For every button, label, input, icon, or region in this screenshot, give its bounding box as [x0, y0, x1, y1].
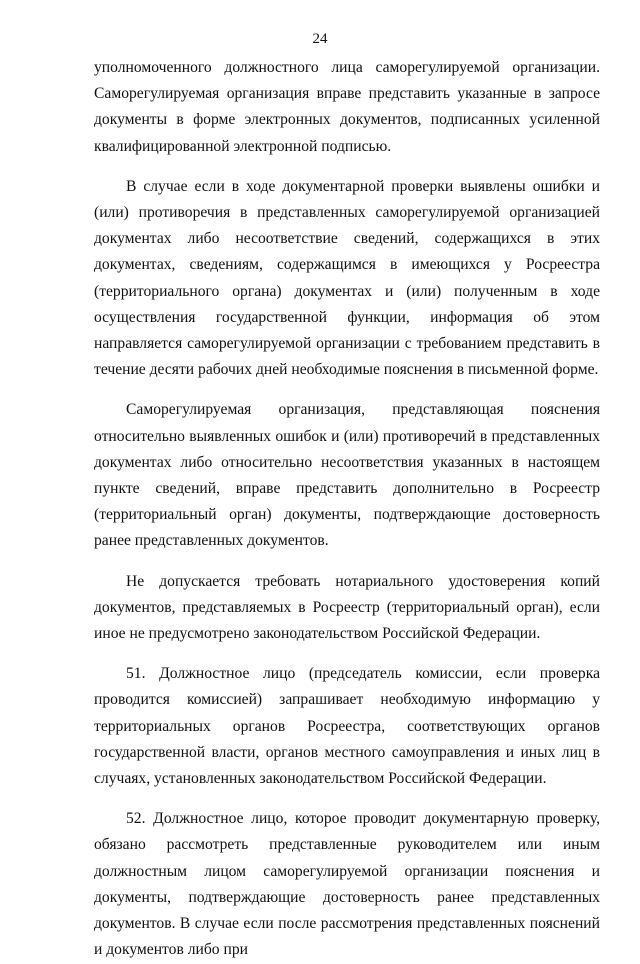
paragraph-errors-found: В случае если в ходе документарной проверки выявлены ошибки и (или) противоречия в представленных саморегулируемой организацией документах либо несоответствие сведений, содержащихся в этих документах, сведениям, содержащимся в имеющихся у Росреестра (территориального органа) документах и (или) полученным в ходе осуществления государственной функции, информация об этом направляется саморегулируемой организации с требованием представить в течение десяти рабочих дней необходимые пояснения в письменной форме. [94, 177, 600, 379]
paragraph-item-52: 52. Должностное лицо, которое проводит документарную проверку, обязано рассмотреть представленные руководителем или иным должностным лицом саморегулируемой организации пояснения и документы, подтверждающие достоверность ранее представленных документов. В случае если после рассмотрения представленных пояснений и документов либо при [94, 810, 600, 959]
paragraph-continuation: уполномоченного должностного лица саморегулируемой организации. Саморегулируемая организация вправе представить указанные в запросе документы в форме электронных документов, подписанных усиленной квалифицированной электронной подписью. [94, 59, 600, 155]
document-body [94, 55, 600, 964]
paragraph-item-51: 51. Должностное лицо (председатель комиссии, если проверка проводится комиссией) запрашивает необходимую информацию у территориальных органов Росреестра, соответствующих органов государственной власти, органов местного самоуправления и иных лиц в случаях, установленных законодательством Российской Федерации. [94, 665, 600, 788]
paragraph-sro-explanations: Саморегулируемая организация, представляющая пояснения относительно выявленных ошибок и (или) противоречий в представленных документах либо относительно несоответствия указанных в настоящем пункте сведений, вправе представить дополнительно в Росреестр (территориальный орган) документы, подтверждающие достоверность ранее представленных документов. [94, 401, 600, 550]
paragraph-notary-certification: Не допускается требовать нотариального удостоверения копий документов, представляемых в Росреестр (территориальный орган), если иное не предусмотрено законодательством Российской Федерации. [94, 572, 600, 643]
page-number: 24 [312, 31, 328, 47]
